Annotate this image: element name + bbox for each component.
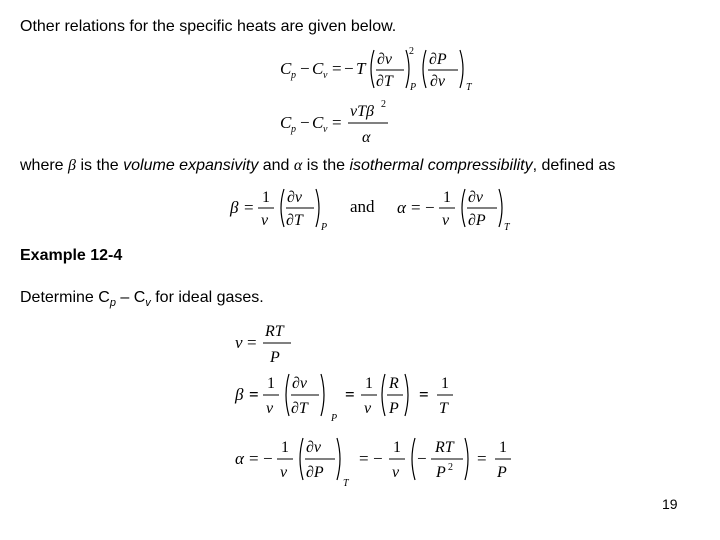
svg-text:C: C bbox=[312, 59, 324, 78]
svg-text:∂T: ∂T bbox=[376, 73, 393, 90]
svg-text:vTβ: vTβ bbox=[350, 103, 374, 120]
svg-text:−: − bbox=[417, 449, 427, 468]
problem-text-2: – C bbox=[115, 289, 146, 306]
solution-alpha bbox=[233, 432, 518, 492]
svg-text:=: = bbox=[249, 385, 259, 404]
svg-text:β: β bbox=[230, 198, 239, 217]
problem-text-1: Determine C bbox=[20, 289, 110, 306]
definition-beta bbox=[228, 183, 338, 235]
svg-text:R: R bbox=[389, 375, 399, 392]
definition-alpha bbox=[395, 183, 520, 235]
svg-text:=: = bbox=[359, 449, 369, 468]
and-word: and bbox=[350, 197, 375, 216]
svg-text:T: T bbox=[356, 59, 366, 78]
svg-text:C: C bbox=[280, 59, 292, 78]
svg-text:∂P: ∂P bbox=[306, 464, 324, 481]
problem-sub-v: v bbox=[145, 297, 151, 310]
svg-text:RT: RT bbox=[435, 439, 454, 456]
svg-text:=: = bbox=[249, 449, 259, 468]
svg-text:−: − bbox=[373, 449, 383, 468]
svg-text:P: P bbox=[321, 222, 328, 233]
svg-text:=: = bbox=[411, 198, 421, 217]
svg-text:p: p bbox=[291, 70, 296, 81]
svg-text:−: − bbox=[300, 113, 310, 132]
beta-symbol: β bbox=[68, 157, 76, 174]
svg-text:P: P bbox=[331, 413, 338, 424]
svg-text:∂T: ∂T bbox=[291, 400, 308, 417]
svg-text:1: 1 bbox=[441, 375, 449, 392]
svg-text:2: 2 bbox=[448, 462, 453, 473]
svg-text:v: v bbox=[392, 464, 400, 481]
svg-text:−: − bbox=[425, 198, 435, 217]
svg-text:1: 1 bbox=[365, 375, 373, 392]
svg-text:1: 1 bbox=[262, 189, 270, 206]
svg-text:v: v bbox=[235, 333, 243, 352]
example-title: Example 12-4 bbox=[20, 247, 123, 264]
svg-text:∂T: ∂T bbox=[286, 212, 303, 229]
svg-text:v: v bbox=[261, 212, 269, 229]
svg-text:∂P: ∂P bbox=[429, 51, 447, 68]
svg-text:=: = bbox=[332, 113, 342, 132]
svg-text:=: = bbox=[244, 198, 254, 217]
svg-text:∂v: ∂v bbox=[430, 73, 446, 90]
svg-text:P: P bbox=[410, 82, 417, 93]
where-text-2: is the bbox=[76, 157, 124, 174]
solution-ideal-gas-law bbox=[233, 318, 313, 370]
svg-text:v: v bbox=[323, 124, 328, 135]
svg-text:α: α bbox=[362, 129, 371, 146]
page-number: 19 bbox=[662, 496, 678, 512]
svg-text:P: P bbox=[270, 349, 280, 366]
svg-text:∂v: ∂v bbox=[287, 189, 303, 206]
svg-text:C: C bbox=[312, 113, 324, 132]
svg-text:=: = bbox=[247, 333, 257, 352]
svg-text:v: v bbox=[364, 400, 372, 417]
svg-text:T: T bbox=[466, 82, 472, 93]
svg-text:1: 1 bbox=[267, 375, 275, 392]
svg-text:2: 2 bbox=[409, 46, 414, 57]
where-text-5: , defined as bbox=[532, 157, 616, 174]
svg-text:v: v bbox=[280, 464, 288, 481]
where-text-3: and bbox=[258, 157, 294, 174]
svg-text:v: v bbox=[323, 70, 328, 81]
isothermal-compressibility-term: isothermal compressibility bbox=[349, 157, 533, 174]
svg-text:=: = bbox=[477, 449, 487, 468]
solution-beta bbox=[233, 368, 463, 426]
volume-expansivity-term: volume expansivity bbox=[123, 157, 259, 174]
svg-text:α: α bbox=[235, 449, 244, 468]
where-text-1: where bbox=[20, 157, 69, 174]
svg-text:T: T bbox=[504, 222, 510, 233]
where-text-4: is the bbox=[302, 157, 350, 174]
svg-text:2: 2 bbox=[381, 99, 386, 110]
svg-text:=: = bbox=[345, 385, 355, 404]
svg-text:P: P bbox=[497, 464, 507, 481]
svg-text:1: 1 bbox=[443, 189, 451, 206]
svg-text:C: C bbox=[280, 113, 292, 132]
svg-text:p: p bbox=[291, 124, 296, 135]
svg-text:−: − bbox=[300, 59, 310, 78]
svg-text:=: = bbox=[332, 59, 342, 78]
svg-text:β: β bbox=[235, 385, 244, 404]
svg-text:T: T bbox=[439, 400, 448, 417]
svg-text:∂v: ∂v bbox=[292, 375, 308, 392]
svg-text:1: 1 bbox=[281, 439, 289, 456]
problem-sub-p: p bbox=[109, 297, 116, 310]
svg-text:∂v: ∂v bbox=[306, 439, 322, 456]
svg-text:T: T bbox=[343, 478, 349, 489]
intro-text: Other relations for the specific heats are given below. bbox=[20, 18, 397, 35]
alpha-symbol: α bbox=[293, 157, 303, 174]
svg-text:α: α bbox=[397, 198, 406, 217]
svg-text:=: = bbox=[419, 385, 429, 404]
svg-text:P: P bbox=[436, 464, 446, 481]
svg-text:v: v bbox=[266, 400, 274, 417]
equation-cp-cv-1 bbox=[278, 42, 478, 94]
svg-text:∂P: ∂P bbox=[468, 212, 486, 229]
svg-text:P: P bbox=[389, 400, 399, 417]
equation-cp-cv-2 bbox=[278, 98, 408, 148]
problem-text-3: for ideal gases. bbox=[150, 289, 264, 306]
svg-text:1: 1 bbox=[499, 439, 507, 456]
problem-statement bbox=[20, 289, 264, 309]
svg-text:RT: RT bbox=[265, 323, 284, 340]
svg-text:−: − bbox=[263, 449, 273, 468]
svg-text:1: 1 bbox=[393, 439, 401, 456]
where-line bbox=[20, 157, 615, 175]
svg-text:v: v bbox=[442, 212, 450, 229]
svg-text:∂v: ∂v bbox=[468, 189, 484, 206]
svg-text:∂v: ∂v bbox=[377, 51, 393, 68]
svg-text:−: − bbox=[344, 59, 354, 78]
